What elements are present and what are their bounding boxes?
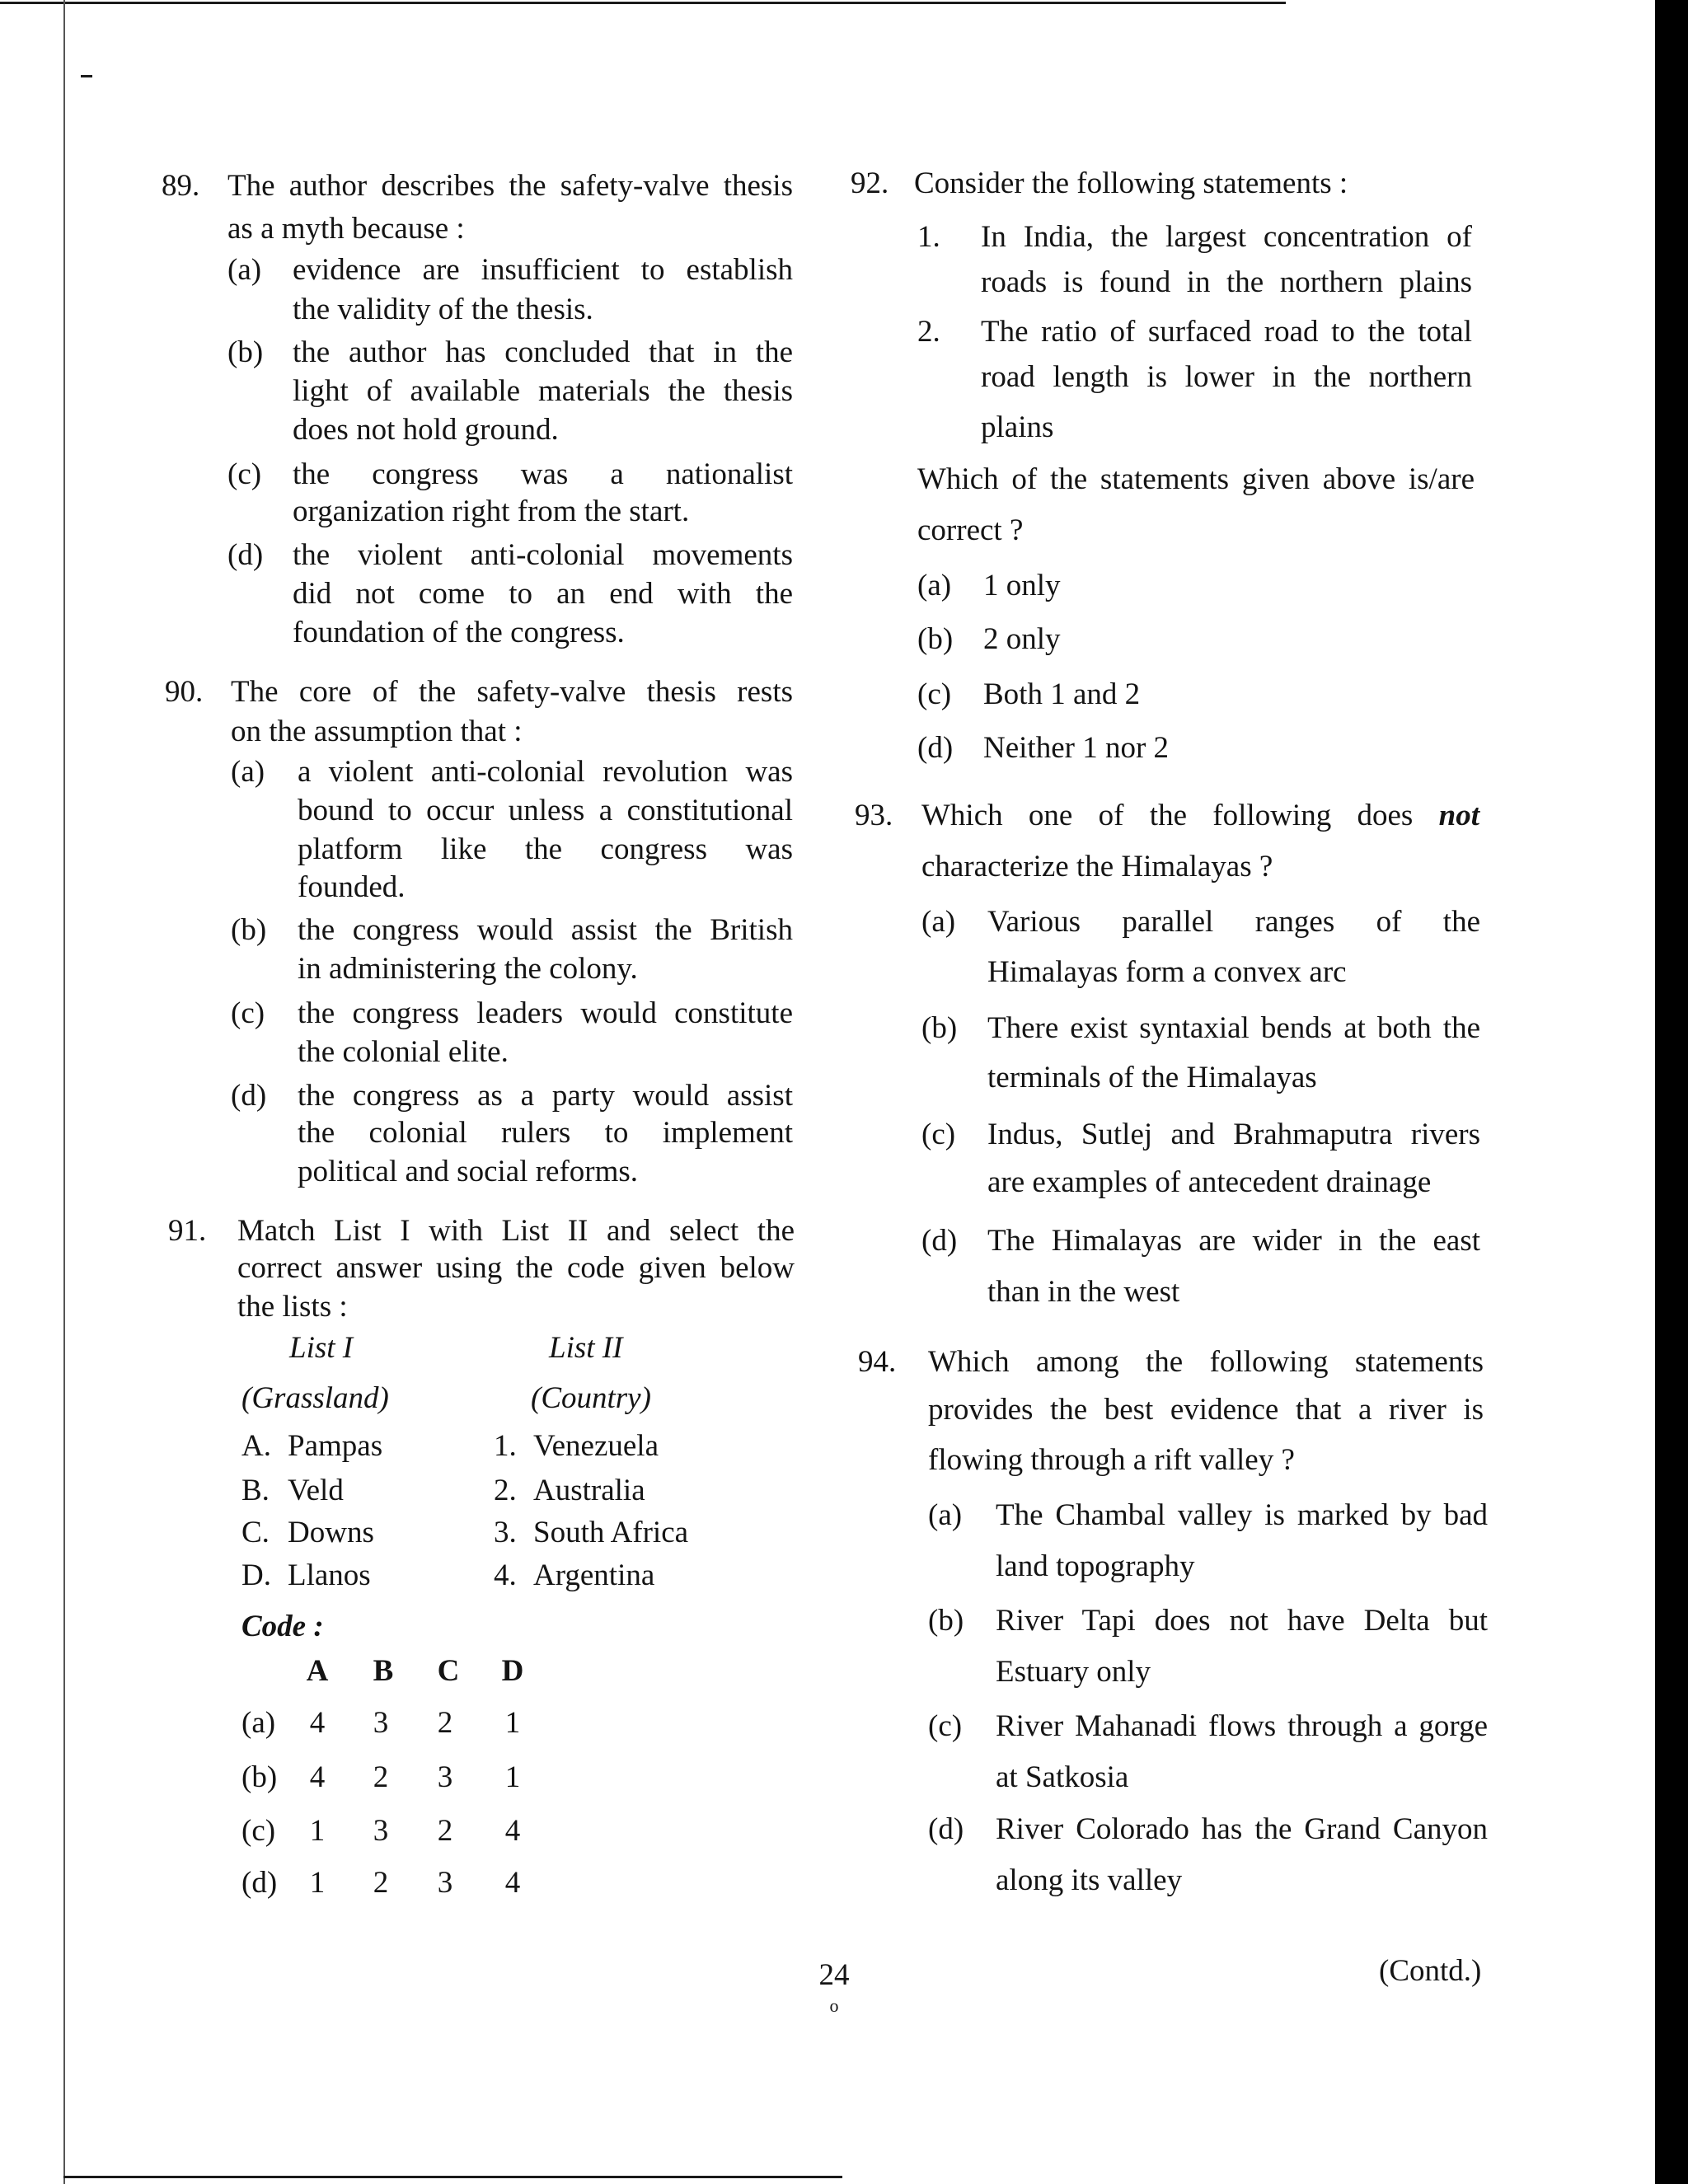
question-stem-line: characterize the Himalayas ? [921,850,1273,883]
list-2-item: Australia [533,1474,645,1507]
option-label: (d) [921,1224,958,1258]
scan-mark-dash [81,75,92,77]
list-1-subheading: (Grassland) [241,1381,389,1415]
option-text-line: The Himalayas are wider in the east [987,1224,1480,1258]
option-label: (b) [231,913,267,947]
option-text-line: evidence are insufficient to establish [293,253,793,287]
page-border-left [63,0,65,2184]
option-text-line: The Chambal valley is marked by bad [996,1498,1488,1532]
question-stem-line: Which among the following statements [928,1345,1484,1379]
option-text-line: the congress would assist the British [298,913,793,947]
list-1-item: Downs [288,1516,374,1549]
question-stem-line: flowing through a rift valley ? [928,1443,1295,1477]
option-text-line: political and social reforms. [298,1155,639,1188]
option-text-line: platform like the congress was [298,832,793,866]
option-label: (d) [231,1079,267,1113]
list-2-item-label: 2. [494,1474,517,1507]
question-stem-line: The author describes the safety-valve thesis [227,169,793,203]
code-value: 3 [437,1760,453,1794]
statement-line: road length is lower in the northern [981,360,1472,394]
option-text-line: Both 1 and 2 [983,677,1141,711]
code-value: 1 [504,1760,521,1794]
option-label: (c) [928,1709,963,1743]
option-label: (a) [227,253,262,287]
list-2-item-label: 1. [494,1429,517,1463]
option-label: (b) [928,1604,964,1638]
code-value: 3 [373,1814,389,1848]
question-number: 89. [162,169,200,203]
option-text-line: foundation of the congress. [293,616,625,649]
option-label: (c) [917,677,952,711]
option-text-line: There exist syntaxial bends at both the [987,1011,1480,1045]
code-header-cell: D [501,1654,524,1688]
option-text-line: 2 only [983,622,1061,656]
option-text-line: along its valley [996,1863,1183,1897]
code-option-label: (d) [241,1866,278,1900]
stem-emphasis: not [1438,799,1479,832]
question-stem-line [921,799,1479,833]
list-1-item-label: A. [241,1429,271,1463]
option-text-line: the author has concluded that in the [293,335,793,369]
option-text-line: Indus, Sutlej and Brahmaputra rivers [987,1118,1480,1151]
code-value: 2 [437,1814,453,1848]
question-number: 92. [851,166,889,200]
option-text-line: at Satkosia [996,1760,1129,1794]
option-label: (d) [917,731,954,765]
question-stem-line: provides the best evidence that a river is [928,1393,1484,1427]
code-label: Code : [241,1610,324,1643]
option-label: (c) [227,457,262,491]
question-stem-line: Consider the following statements : [914,166,1348,200]
question-prompt-line: Which of the statements given above is/are [917,462,1475,496]
option-text-line: Neither 1 nor 2 [983,731,1170,765]
option-text-line: the colonial rulers to implement [298,1116,793,1150]
code-value: 1 [309,1814,326,1848]
page-border-bottom [63,2176,842,2178]
continued-note: (Contd.) [1379,1954,1482,1988]
option-text-line: the congress leaders would constitute [298,996,793,1030]
option-text-line: River Mahanadi flows through a gorge [996,1709,1488,1743]
question-stem-line: as a myth because : [227,212,465,246]
list-2-heading: List II [549,1331,623,1365]
option-text-line: the congress as a party would assist [298,1079,793,1113]
option-text-line: light of available materials the thesis [293,374,793,408]
option-text-line: does not hold ground. [293,413,559,447]
code-header-cell: B [373,1654,394,1688]
option-label: (c) [921,1118,956,1151]
option-text-line: bound to occur unless a constitutional [298,794,793,827]
code-value: 4 [504,1814,521,1848]
option-text-line: terminals of the Himalayas [987,1061,1317,1094]
option-label: (c) [231,996,265,1030]
option-text-line: did not come to an end with the [293,577,793,611]
question-stem-line: The core of the safety-valve thesis rests [231,675,793,709]
option-label: (a) [231,755,265,789]
question-number: 93. [855,799,893,832]
code-value: 2 [373,1760,389,1794]
stem-text: Which one of the following does [921,799,1414,832]
statement-line: roads is found in the northern plains [981,265,1472,299]
code-value: 1 [309,1866,326,1900]
question-number: 91. [168,1214,207,1248]
question-stem-line: Match List I with List II and select the [237,1214,795,1248]
statement-label: 1. [917,220,940,254]
option-text-line: the violent anti-colonial movements [293,538,793,572]
list-1-item: Veld [288,1474,344,1507]
code-value: 4 [309,1760,326,1794]
option-label: (b) [917,622,954,656]
code-value: 3 [373,1706,389,1740]
option-text-line: are examples of antecedent drainage [987,1165,1432,1199]
option-text-line: Himalayas form a convex arc [987,955,1347,989]
option-label: (d) [928,1812,964,1846]
option-text-line: 1 only [983,569,1061,602]
list-2-subheading: (Country) [531,1381,651,1415]
option-text-line: Estuary only [996,1655,1151,1689]
question-prompt-line: correct ? [917,513,1024,547]
option-text-line: organization right from the start. [293,494,690,528]
code-value: 3 [437,1866,453,1900]
question-number: 94. [858,1345,897,1379]
option-label: (a) [917,569,952,602]
page-mark: o [829,1995,839,2016]
option-text-line: founded. [298,870,406,904]
code-value: 4 [309,1706,326,1740]
option-label: (a) [921,905,956,939]
code-value: 4 [504,1866,521,1900]
option-label: (a) [928,1498,963,1532]
list-1-item: Llanos [288,1558,371,1592]
option-text-line: in administering the colony. [298,952,638,986]
option-label: (b) [921,1011,958,1045]
list-1-heading: List I [289,1331,354,1365]
list-2-item-label: 3. [494,1516,517,1549]
code-header-cell: C [437,1654,460,1688]
option-text-line: River Tapi does not have Delta but [996,1604,1488,1638]
option-text-line: land topography [996,1549,1195,1583]
option-text-line: than in the west [987,1275,1180,1309]
list-2-item: Venezuela [533,1429,659,1463]
statement-label: 2. [917,315,940,349]
option-label: (b) [227,335,264,369]
question-stem-line: on the assumption that : [231,715,523,748]
option-text-line: Various parallel ranges of the [987,905,1480,939]
list-1-item-label: D. [241,1558,271,1592]
code-option-label: (c) [241,1814,276,1848]
option-text-line: the validity of the thesis. [293,293,593,326]
list-1-item-label: B. [241,1474,270,1507]
scan-edge-right [1655,0,1688,2184]
option-text-line: a violent anti-colonial revolution was [298,755,793,789]
list-2-item: South Africa [533,1516,689,1549]
option-text-line: the congress was a nationalist [293,457,793,491]
code-option-label: (a) [241,1706,276,1740]
question-number: 90. [165,675,204,709]
question-stem-line: correct answer using the code given below [237,1251,795,1285]
page-border-top [0,2,1286,4]
option-text-line: the colonial elite. [298,1035,509,1069]
list-1-item-label: C. [241,1516,270,1549]
code-value: 1 [504,1706,521,1740]
statement-line: The ratio of surfaced road to the total [981,315,1472,349]
list-2-item: Argentina [533,1558,655,1592]
code-option-label: (b) [241,1760,278,1794]
page-number: 24 [818,1958,850,1992]
code-value: 2 [373,1866,389,1900]
option-label: (d) [227,538,264,572]
code-value: 2 [437,1706,453,1740]
statement-line: In India, the largest concentration of [981,220,1472,254]
list-1-item: Pampas [288,1429,383,1463]
statement-line: plains [981,410,1054,444]
question-stem-line: the lists : [237,1290,348,1324]
option-text-line: River Colorado has the Grand Canyon [996,1812,1488,1846]
code-header-cell: A [306,1654,329,1688]
list-2-item-label: 4. [494,1558,517,1592]
